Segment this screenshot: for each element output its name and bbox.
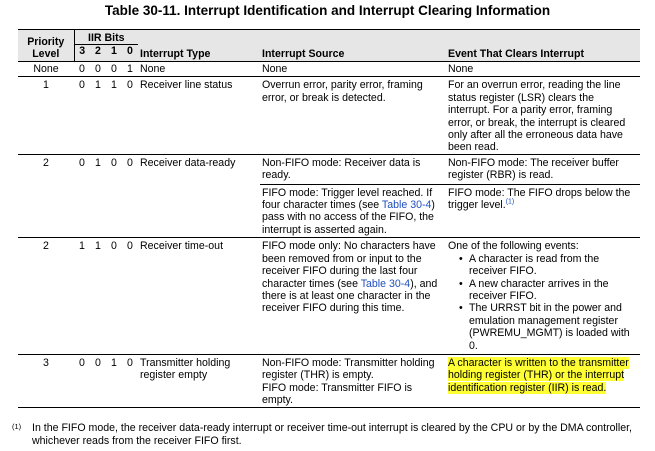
interrupt-type-header: Interrupt Type (138, 30, 260, 62)
footnote-ref[interactable]: (1) (505, 198, 515, 206)
bit-cell: 1 (74, 238, 90, 355)
table-link[interactable]: Table 30-4 (360, 277, 411, 290)
event-cell: None (446, 62, 640, 77)
priority-cell: 1 (18, 77, 74, 154)
footnote (12, 422, 648, 447)
bit-cell: 0 (122, 238, 138, 355)
event-cell: For an overrun error, reading the line status register (LSR) clears the interrupt. For a parity error, framing error, or break, the interrupt is cleared only after all the erroneous data have been read. (446, 77, 640, 154)
highlighted-text: A character is written to the transmitter holding register (THR) or the interrupt identification register (IIR) is read. (448, 356, 629, 394)
bit-cell: 0 (122, 354, 138, 407)
table-row (18, 238, 640, 355)
bit-cell: 0 (90, 354, 106, 407)
bit-cell: 1 (122, 62, 138, 77)
type-cell: None (138, 62, 260, 77)
table-link[interactable]: Table 30-4 (381, 199, 432, 212)
table-row (18, 354, 640, 407)
bit-cell: 0 (106, 62, 122, 77)
bit-cell: 1 (90, 77, 106, 154)
bit-cell: 0 (90, 62, 106, 77)
bit-cell: 0 (122, 77, 138, 154)
event-cell: Non-FIFO mode: The receiver buffer register (RBR) is read. (446, 154, 640, 184)
source-cell: Non-FIFO mode: Receiver data is ready. (260, 154, 446, 184)
table-title: Table 30-11. Interrupt Identification and Interrupt Clearing Information (104, 3, 551, 18)
source-cell: None (260, 62, 446, 77)
footnote-marker: (1) (12, 422, 22, 431)
source-line: Non-FIFO mode: Transmitter holding register (THR) is empty. (262, 356, 435, 382)
event-cell (446, 238, 640, 355)
bit-cell: 1 (90, 154, 106, 237)
bit-cell: 0 (122, 154, 138, 237)
bit-cell: 0 (74, 77, 90, 154)
event-cell (446, 354, 640, 407)
table-row (18, 154, 640, 184)
list-item: • A new character arrives in the receiver FIFO. (461, 278, 638, 303)
bit-cell: 1 (106, 77, 122, 154)
bit-3-header: 3 (74, 45, 90, 62)
list-item: • A character is read from the receiver FIFO. (461, 253, 638, 278)
event-list (448, 253, 638, 352)
event-clears-header: Event That Clears Interrupt (446, 30, 640, 62)
source-line: FIFO mode: Transmitter FIFO is empty. (262, 381, 413, 407)
source-cell: Overrun error, parity error, framing error, or break is detected. (260, 77, 446, 154)
table-row (18, 62, 640, 77)
interrupt-table (18, 29, 640, 408)
priority-cell: 2 (18, 154, 74, 237)
bit-cell: 0 (74, 354, 90, 407)
bit-cell: 1 (106, 354, 122, 407)
bit-cell: 0 (106, 154, 122, 237)
source-cell (260, 354, 446, 407)
type-cell: Receiver data-ready (138, 154, 260, 237)
type-cell: Receiver time-out (138, 238, 260, 355)
event-cell: FIFO mode: The FIFO drops below the trigger level.$^{(1)}$ (446, 184, 640, 238)
iir-bits-header: IIR Bits (74, 30, 138, 45)
priority-cell: 3 (18, 354, 74, 407)
priority-cell: None (18, 62, 74, 77)
bit-cell: 1 (90, 238, 106, 355)
priority-cell: 2 (18, 238, 74, 355)
bit-cell: 0 (74, 154, 90, 237)
source-cell: FIFO mode: Trigger level reached. If four character times (see Table 30-4) pass with no access of the FIFO, the interrupt is asserted again. (260, 184, 446, 238)
bit-2-header: 2 (90, 45, 106, 62)
source-cell: FIFO mode only: No characters have been removed from or input to the receiver FIFO during the last four character times (see Table 30-4), and there is at least one character in the receiver FIFO during this time. (260, 238, 446, 355)
event-intro: One of the following events: (448, 240, 579, 253)
bit-cell: 0 (106, 238, 122, 355)
bit-0-header: 0 (122, 45, 138, 62)
type-cell: Receiver line status (138, 77, 260, 154)
bit-1-header: 1 (106, 45, 122, 62)
list-item: • The URRST bit in the power and emulation management register (PWREMU_MGMT) is loaded with 0. (461, 302, 638, 352)
bit-cell: 0 (74, 62, 90, 77)
table-row (18, 77, 640, 154)
footnote-text: In the FIFO mode, the receiver data-ready interrupt or receiver time-out interrupt is cleared by the CPU or by the DMA controller, whichever reads from the receiver FIFO first. (32, 422, 632, 447)
priority-header: Priority Level (18, 30, 74, 62)
interrupt-source-header: Interrupt Source (260, 30, 446, 62)
type-cell: Transmitter holding register empty (138, 354, 260, 407)
